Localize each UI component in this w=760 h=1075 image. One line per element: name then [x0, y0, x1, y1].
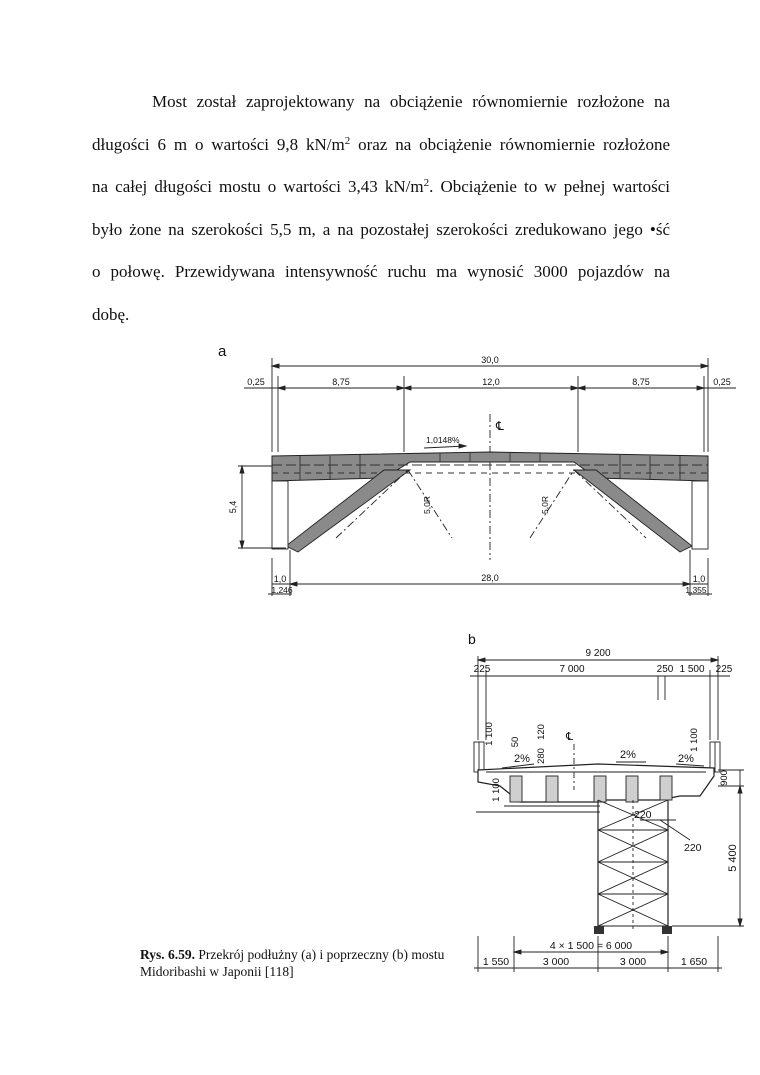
dim-b-bottom-3: 1 650	[680, 956, 708, 968]
dim-bottom-left: 1,0	[273, 574, 287, 584]
dim-b-top-0: 225	[473, 664, 491, 675]
dim-top-1: 8,75	[332, 377, 350, 387]
dim-top-0: 0,25	[247, 377, 265, 387]
text-span: na całej długości mostu o wartości 3,43 kN/m	[92, 177, 424, 197]
text-span: było żone na szerokości 5,5 m, a na pozostałej szerokości zredukowano jego •ść	[92, 219, 670, 239]
dim-220-b: 220	[684, 842, 702, 854]
text-span: długości 6 m o wartości 9,8 kN/m	[92, 134, 345, 154]
dim-total-width: 9 200	[585, 648, 611, 659]
superscript: 2	[344, 134, 351, 147]
dim-b-top-1: 7 000	[559, 664, 585, 675]
dim-total: 30,0	[481, 355, 499, 365]
rail-left-height: 1 100	[484, 722, 495, 746]
slope-mid: 2%	[620, 749, 636, 761]
radius-left: 5,0R	[422, 496, 432, 514]
caption-text: Przekrój podłużny (a) i poprzeczny (b) mostu Midoribashi w Japonii [118]	[140, 947, 445, 979]
dim-1100: 1 100	[491, 778, 502, 802]
figure-b	[468, 631, 744, 972]
dim-top-2: 12,0	[482, 377, 500, 387]
dim-b-top-2: 250	[656, 664, 674, 675]
figure-b-label: b	[468, 631, 476, 647]
dim-b-bottom-0: 1 550	[482, 956, 510, 968]
figure-a	[218, 343, 736, 596]
height-5400: 5 400	[727, 844, 739, 872]
dim-top-4: 0,25	[713, 377, 731, 387]
text-span: o połowę. Przewidywana intensywność ruchu ma wynosić 3000 pojazdów na	[92, 262, 670, 282]
dim-b-top-4: 225	[715, 664, 733, 675]
text-span: . Obciążenie to w pełnej wartości	[429, 177, 670, 197]
support-left: 1,246	[271, 585, 293, 595]
dim-b-bottom-1: 3 000	[542, 956, 570, 968]
slope-right: 2%	[678, 753, 694, 765]
text-span: Most został zaprojektowany na obciążenie równomiernie rozłożone na	[152, 92, 670, 111]
text-span: dobę.	[92, 304, 130, 324]
centerline-b: ℄	[566, 731, 574, 743]
spacing-label: 4 × 1 500 = 6 000	[549, 940, 633, 952]
dim-50: 50	[510, 736, 521, 748]
centerline-mark: ℄	[496, 419, 504, 433]
dim-top-3: 8,75	[632, 377, 650, 387]
support-right: 1,355	[685, 585, 707, 595]
text-span: oraz na obciążenie równomiernie rozłożone	[350, 134, 670, 154]
rail-right-height: 1 100	[689, 728, 700, 752]
figure-a-label: a	[218, 343, 227, 360]
slope-label: 1,0148%	[426, 435, 460, 445]
dim-b-bottom-2: 3 000	[619, 956, 647, 968]
dim-220-a: 220	[634, 809, 652, 821]
dim-120: 120	[536, 724, 547, 740]
slope-left: 2%	[514, 753, 530, 765]
dim-bottom-span: 28,0	[481, 573, 499, 583]
radius-right: 5,0R	[540, 496, 550, 514]
superscript: 2	[423, 177, 430, 190]
caption-prefix: Rys. 6.59.	[140, 947, 196, 962]
dim-bottom-right: 1,0	[692, 574, 706, 584]
figure-caption	[140, 946, 450, 980]
dim-900: 900	[719, 770, 730, 786]
height-label: 5,4	[228, 500, 238, 514]
dim-b-top-3: 1 500	[679, 664, 705, 675]
dim-280: 280	[536, 748, 547, 764]
